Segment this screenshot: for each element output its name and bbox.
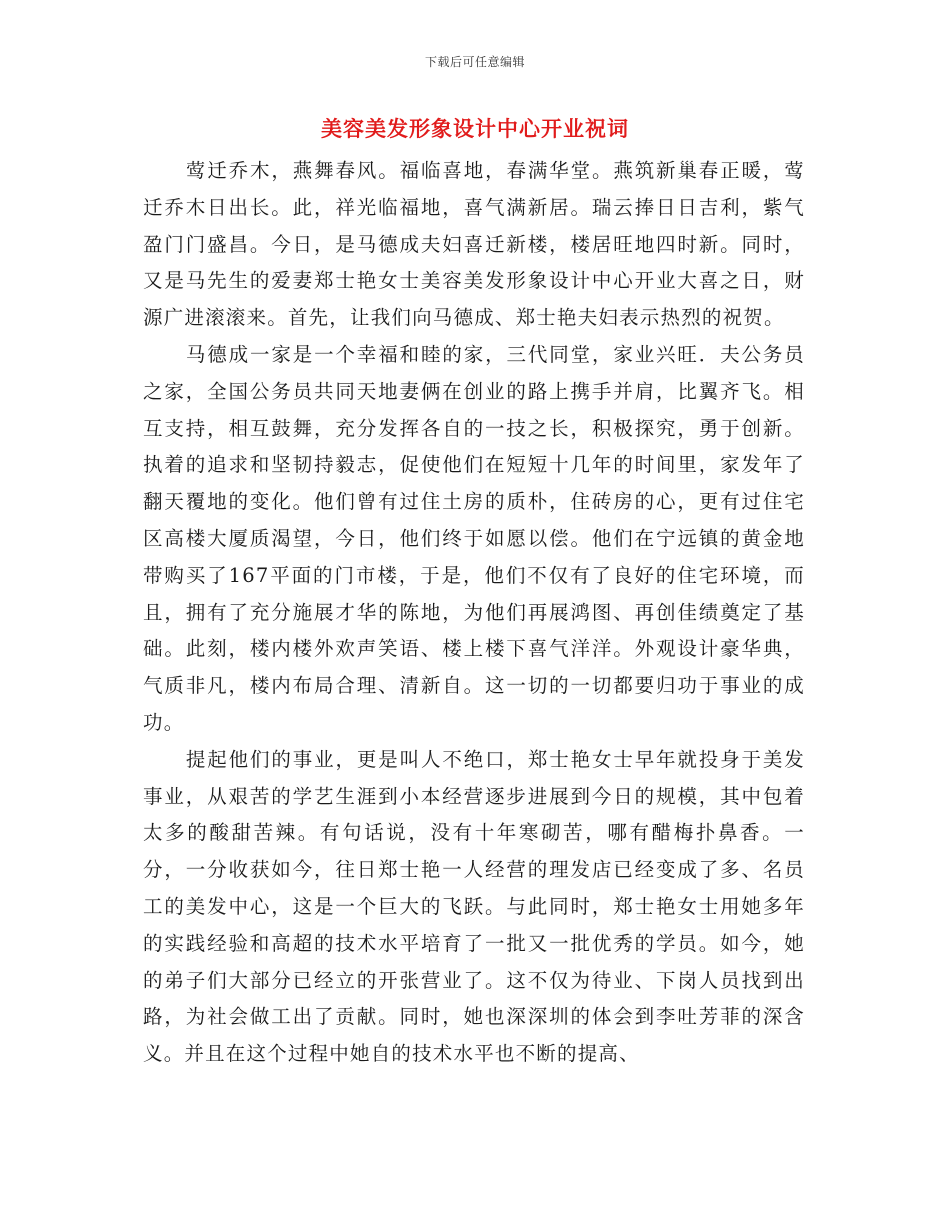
paragraph-1: 莺迁乔木，燕舞春风。福临喜地，春满华堂。燕筑新巢春正暖，莺迁乔木日出长。此，祥光临福地，喜气满新居。瑞云捧日日吉利，紫气盈门门盛昌。今日，是马德成夫妇喜迁新楼，楼居旺地四时新。同时，又是马先生的爱妻郑士艳女士美容美发形象设计中心开业大喜之日，财源广进滚滚来。首先，让我们向马德成、郑士艳夫妇表示热烈的祝贺。 bbox=[143, 159, 805, 330]
paragraph-2: 马德成一家是一个幸福和睦的家，三代同堂，家业兴旺．夫公务员之家，全国公务员共同天地妻俩在创业的路上携手并肩，比翼齐飞。相互支持，相互鼓舞，充分发挥各自的一技之长，积极探究，勇于创新。执着的追求和坚韧持毅志，促使他们在短短十几年的时间里，家发年了翻天覆地的变化。他们曾有过住土房的质朴，住砖房的心，更有过住宅区高楼大厦质渴望，今日，他们终于如愿以偿。他们在宁远镇的黄金地带购买了167平面的门市楼，于是，他们不仅有了良好的住宅环境，而且，拥有了充分施展才华的陈地，为他们再展鸿图、再创佳绩奠定了基础。此刻，楼内楼外欢声笑语、楼上楼下喜气洋洋。外观设计豪华典，气质非凡，楼内布局合理、清新自。这一切的一切都要归功于事业的成功。 bbox=[143, 342, 805, 734]
paragraph-3: 提起他们的事业，更是叫人不绝口，郑士艳女士早年就投身于美发事业，从艰苦的学艺生涯到小本经营逐步进展到今日的规模，其中包着太多的酸甜苦辣。有句话说，没有十年寒砌苦，哪有醋梅扑鼻香。一分，一分收获如今，往日郑士艳一人经营的理发店已经变成了多、名员工的美发中心，这是一个巨大的飞跃。与此同时，郑士艳女士用她多年的实践经验和高超的技术水平培育了一批又一批优秀的学员。如今，她的弟子们大部分已经立的开张营业了。这不仅为待业、下岗人员找到出路，为社会做工出了贡献。同时，她也深深圳的体会到李吐芳菲的深含义。并且在这个过程中她自的技术水平也不断的提高、 bbox=[143, 747, 805, 1066]
header-note: 下载后可任意编辑 bbox=[424, 55, 525, 69]
document-title: 美容美发形象设计中心开业祝词 bbox=[321, 116, 629, 141]
document-body bbox=[143, 153, 805, 1073]
